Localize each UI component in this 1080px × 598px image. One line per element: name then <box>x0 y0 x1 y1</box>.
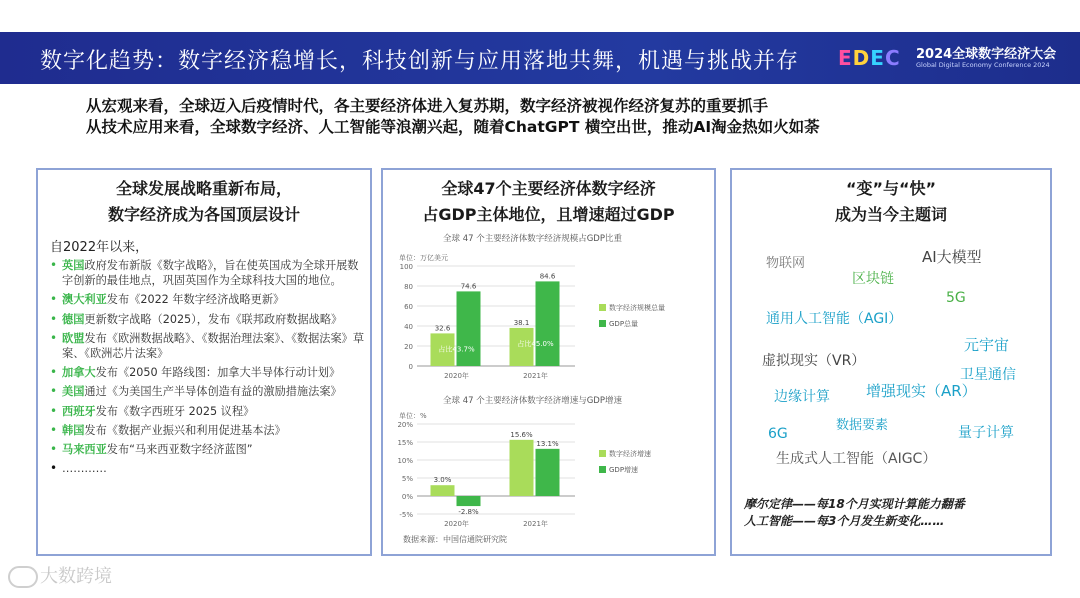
legend-label: GDP增速 <box>609 466 639 474</box>
economy-chart-panel <box>381 168 716 556</box>
country-name: 马来西亚 <box>62 443 107 457</box>
keyword-6g: 6G <box>768 426 788 442</box>
keyword-iot: 物联网 <box>766 256 806 271</box>
keyword-satellite: 卫星通信 <box>960 367 1016 383</box>
watermark-text: 大数跨境 <box>40 566 112 587</box>
legend-label: 数字经济规模总量 <box>609 304 665 312</box>
country-name: 加拿大 <box>62 366 96 380</box>
strategy-panel <box>36 168 372 556</box>
list-item <box>50 258 368 288</box>
country-name: 澳大利亚 <box>62 293 107 307</box>
x-tick-label: 2021年 <box>523 372 548 380</box>
panel-title-line: 占GDP主体地位，且增速超过GDP <box>422 205 675 224</box>
bar-value-label: 84.6 <box>539 272 556 281</box>
x-tick-label: 2021年 <box>523 520 548 528</box>
panel-title-line: 全球发展战略重新布局， <box>115 179 292 198</box>
legend-label: GDP总量 <box>609 320 639 328</box>
list-item-ellipsis: • ………… <box>50 461 368 476</box>
bar-value-label: 13.1% <box>536 439 559 448</box>
bar <box>457 496 481 506</box>
country-name: 美国 <box>62 385 85 399</box>
country-name: 欧盟 <box>62 331 85 345</box>
bar-value-label: 3.0% <box>433 476 452 485</box>
x-tick-label: 2020年 <box>444 520 469 528</box>
chart-unit-label: 单位：万亿美元 <box>399 254 448 262</box>
panel-title <box>383 170 714 228</box>
panel-title-line: “变”与“快” <box>845 179 937 198</box>
logo-letter: E <box>838 46 853 70</box>
country-name: 韩国 <box>62 423 85 437</box>
bar-value-label: 32.6 <box>434 324 451 333</box>
bar <box>536 449 560 496</box>
panel-title <box>732 170 1050 228</box>
keyword-quantum: 量子计算 <box>958 425 1014 441</box>
y-tick-label: 80 <box>404 283 413 291</box>
chart-title: 全球 47 个主要经济体数字经济增速与GDP增速 <box>443 396 622 406</box>
bar <box>536 281 560 366</box>
moore-law-note <box>744 496 965 530</box>
keyword-ai-model: AI大模型 <box>922 248 982 266</box>
list-item <box>50 312 368 327</box>
gdp-share-chart <box>389 244 713 388</box>
bar <box>457 291 481 366</box>
bar-value-label: 74.6 <box>460 282 477 291</box>
bar-value-label: 38.1 <box>513 318 530 327</box>
y-tick-label: 5% <box>401 475 413 483</box>
y-tick-label: 40 <box>404 323 413 331</box>
page-title: 数字化趋势：数字经济稳增长，科技创新与应用落地共舞，机遇与挑战并存 <box>40 49 800 74</box>
item-text: 更新数字战略（2025），发布《联邦政府数据战略》 <box>84 312 343 326</box>
list-item <box>50 442 368 457</box>
keyword-agi: 通用人工智能（AGI） <box>766 311 903 327</box>
growth-rate-chart <box>389 406 713 534</box>
edec-logo-mark <box>838 46 912 70</box>
country-name: 德国 <box>62 312 85 326</box>
item-text: 发布《数据产业振兴和利用促进基本法》 <box>84 423 286 437</box>
logo-subtitle: Global Digital Economy Conference 2024 <box>916 61 1050 69</box>
keyword-blockchain: 区块链 <box>852 271 894 287</box>
item-text: 发布《欧洲数据战略》、《数据治理法案》、《数据法案》草案、《欧洲芯片法案》 <box>62 331 365 361</box>
legend-swatch <box>599 304 606 311</box>
y-tick-label: 100 <box>399 263 413 271</box>
item-text: 政府发布新版《数字战略》，旨在使英国成为全球开展数字创新的最佳地点，巩固英国作为全球科技大国的地位。 <box>62 259 359 288</box>
bar-value-label: -2.8% <box>458 508 479 517</box>
item-text: 通过《为美国生产半导体创造有益的激励措施法案》 <box>84 385 342 399</box>
chart-title: 全球 47 个主要经济体数字经济规模占GDP比重 <box>443 234 622 244</box>
keyword-5g: 5G <box>946 290 966 306</box>
list-item <box>50 384 368 399</box>
watermark-logo-icon <box>8 566 38 588</box>
logo-letter: E <box>870 46 885 70</box>
conference-logo <box>838 40 1078 76</box>
item-text: 发布“马来西亚数字经济蓝图” <box>106 443 253 457</box>
intro-text <box>86 96 986 138</box>
logo-title: 2024全球数字经济大会 <box>916 47 1057 62</box>
legend-swatch <box>599 450 606 457</box>
y-tick-label: 15% <box>397 439 413 447</box>
chart-unit-label: 单位：% <box>399 412 427 420</box>
watermark <box>8 562 112 588</box>
logo-letter: C <box>884 46 901 70</box>
bar <box>510 440 534 496</box>
law-line: 人工智能——每3个月发生新变化…… <box>744 514 945 528</box>
item-text: 发布《数字西班牙 2025 议程》 <box>95 404 255 418</box>
panel-title-line: 成为当今主题词 <box>834 205 947 224</box>
country-name: 西班牙 <box>62 404 96 418</box>
bar <box>431 485 455 496</box>
list-item <box>50 404 368 419</box>
intro-line: 从宏观来看，全球迈入后疫情时代，各主要经济体进入复苏期，数字经济被视作经济复苏的重要抓手 <box>86 97 769 115</box>
item-text: 发布《2022 年数字经济战略更新》 <box>106 293 285 307</box>
legend-swatch <box>599 320 606 327</box>
keywords-panel <box>730 168 1052 556</box>
header-bar <box>0 32 1080 84</box>
keyword-ar: 增强现实（AR） <box>866 382 977 400</box>
y-tick-label: 60 <box>404 303 413 311</box>
country-name: 英国 <box>62 259 85 272</box>
list-item <box>50 365 368 380</box>
list-item <box>50 423 368 438</box>
legend-label: 数字经济增速 <box>609 450 651 458</box>
share-label: 占比45.0% <box>517 339 554 348</box>
keyword-aigc: 生成式人工智能（AIGC） <box>776 451 937 467</box>
data-source: 数据来源：中国信通院研究院 <box>403 535 507 544</box>
panel-title-line: 数字经济成为各国顶层设计 <box>107 205 300 224</box>
panel-title <box>38 170 370 228</box>
strategy-list <box>50 258 368 480</box>
x-tick-label: 2020年 <box>444 372 469 380</box>
bar-value-label: 15.6% <box>510 430 533 439</box>
strategy-intro: 自2022年以来， <box>50 240 149 255</box>
list-item <box>50 292 368 307</box>
y-tick-label: -5% <box>399 511 413 519</box>
list-item <box>50 331 368 361</box>
logo-letter: D <box>852 46 871 70</box>
y-tick-label: 10% <box>397 457 413 465</box>
intro-line: 从技术应用来看，全球数字经济、人工智能等浪潮兴起，随着ChatGPT 横空出世，推动AI淘金热如火如荼 <box>86 118 820 136</box>
growth-rate-chart-svg <box>389 406 713 530</box>
item-text: 发布《2050 年路线图：加拿大半导体行动计划》 <box>95 366 341 380</box>
law-line: 摩尔定律——每18个月实现计算能力翻番 <box>744 497 965 511</box>
gdp-share-chart-svg <box>389 244 713 384</box>
y-tick-label: 20% <box>397 421 413 429</box>
keyword-metaverse: 元宇宙 <box>964 336 1010 354</box>
legend-swatch <box>599 466 606 473</box>
keyword-edge-computing: 边缘计算 <box>774 389 830 405</box>
y-tick-label: 0% <box>401 493 413 501</box>
y-tick-label: 0 <box>408 363 413 371</box>
panel-title-line: 全球47个主要经济体数字经济 <box>441 179 656 198</box>
keyword-vr: 虚拟现实（VR） <box>762 353 866 369</box>
keyword-data-elements: 数据要素 <box>836 418 889 433</box>
y-tick-label: 20 <box>404 343 413 351</box>
share-label: 占比43.7% <box>438 345 475 354</box>
